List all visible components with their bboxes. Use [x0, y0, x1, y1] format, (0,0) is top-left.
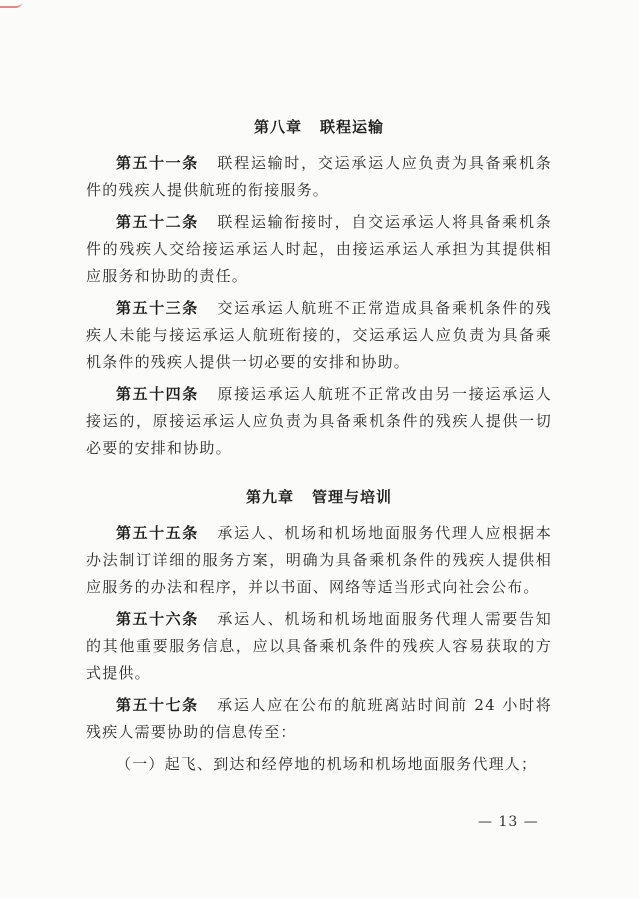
chapter-8-number: 第八章 — [253, 118, 302, 136]
article-text: 承运人、机场和机场地面服务代理人应根据本办法制订详细的服务方案，明确为具备乘机条件的残疾人提供相应服务的办法和程序，并以书面、网络等适当形式向社会公布。 — [86, 524, 552, 596]
article-51 — [86, 150, 552, 204]
article-label: 第五十二条 — [116, 213, 199, 231]
chapter-9-heading — [86, 486, 552, 508]
article-label: 第五十五条 — [116, 524, 199, 542]
article-label: 第五十四条 — [116, 385, 199, 403]
chapter-9-number: 第九章 — [245, 488, 294, 506]
article-52 — [86, 209, 552, 290]
article-label: 第五十一条 — [116, 154, 199, 172]
article-text: 联程运输时，交运承运人应负责为具备乘机条件的残疾人提供航班的衔接服务。 — [86, 154, 552, 199]
chapter-8-heading — [86, 116, 552, 138]
article-text: 联程运输衔接时，自交运承运人将具备乘机条件的残疾人交给接运承运人时起，由接运承运人承担为其提供相应服务和协助的责任。 — [86, 213, 552, 285]
chapter-9-title: 管理与培训 — [312, 488, 393, 506]
article-label: 第五十七条 — [116, 696, 199, 714]
article-57 — [86, 692, 552, 746]
clause-1: （一）起飞、到达和经停地的机场和机场地面服务代理人； — [116, 755, 538, 773]
article-55 — [86, 520, 552, 601]
article-text: 原接运承运人航班不正常改由另一接运承运人接运的，原接运承运人应负责为具备乘机条件的残疾人提供一切必要的安排和协助。 — [86, 385, 552, 457]
article-text: 交运承运人航班不正常造成具备乘机条件的残疾人未能与接运承运人航班衔接的，交运承运人应负责为具备乘机条件的残疾人提供一切必要的安排和协助。 — [86, 299, 552, 371]
page-number: — 13 — — [478, 814, 539, 830]
article-text: 承运人、机场和机场地面服务代理人需要告知的其他重要服务信息，应以具备乘机条件的残疾人容易获取的方式提供。 — [86, 610, 552, 682]
corner-mark — [0, 0, 22, 8]
article-text: 承运人应在公布的航班离站时间前 24 小时将残疾人需要协助的信息传至： — [86, 696, 552, 741]
article-label: 第五十六条 — [116, 610, 199, 628]
document-body — [86, 116, 552, 778]
article-56 — [86, 606, 552, 687]
chapter-8-title: 联程运输 — [320, 118, 385, 136]
article-53 — [86, 295, 552, 376]
article-54 — [86, 381, 552, 462]
article-label: 第五十三条 — [116, 299, 199, 317]
